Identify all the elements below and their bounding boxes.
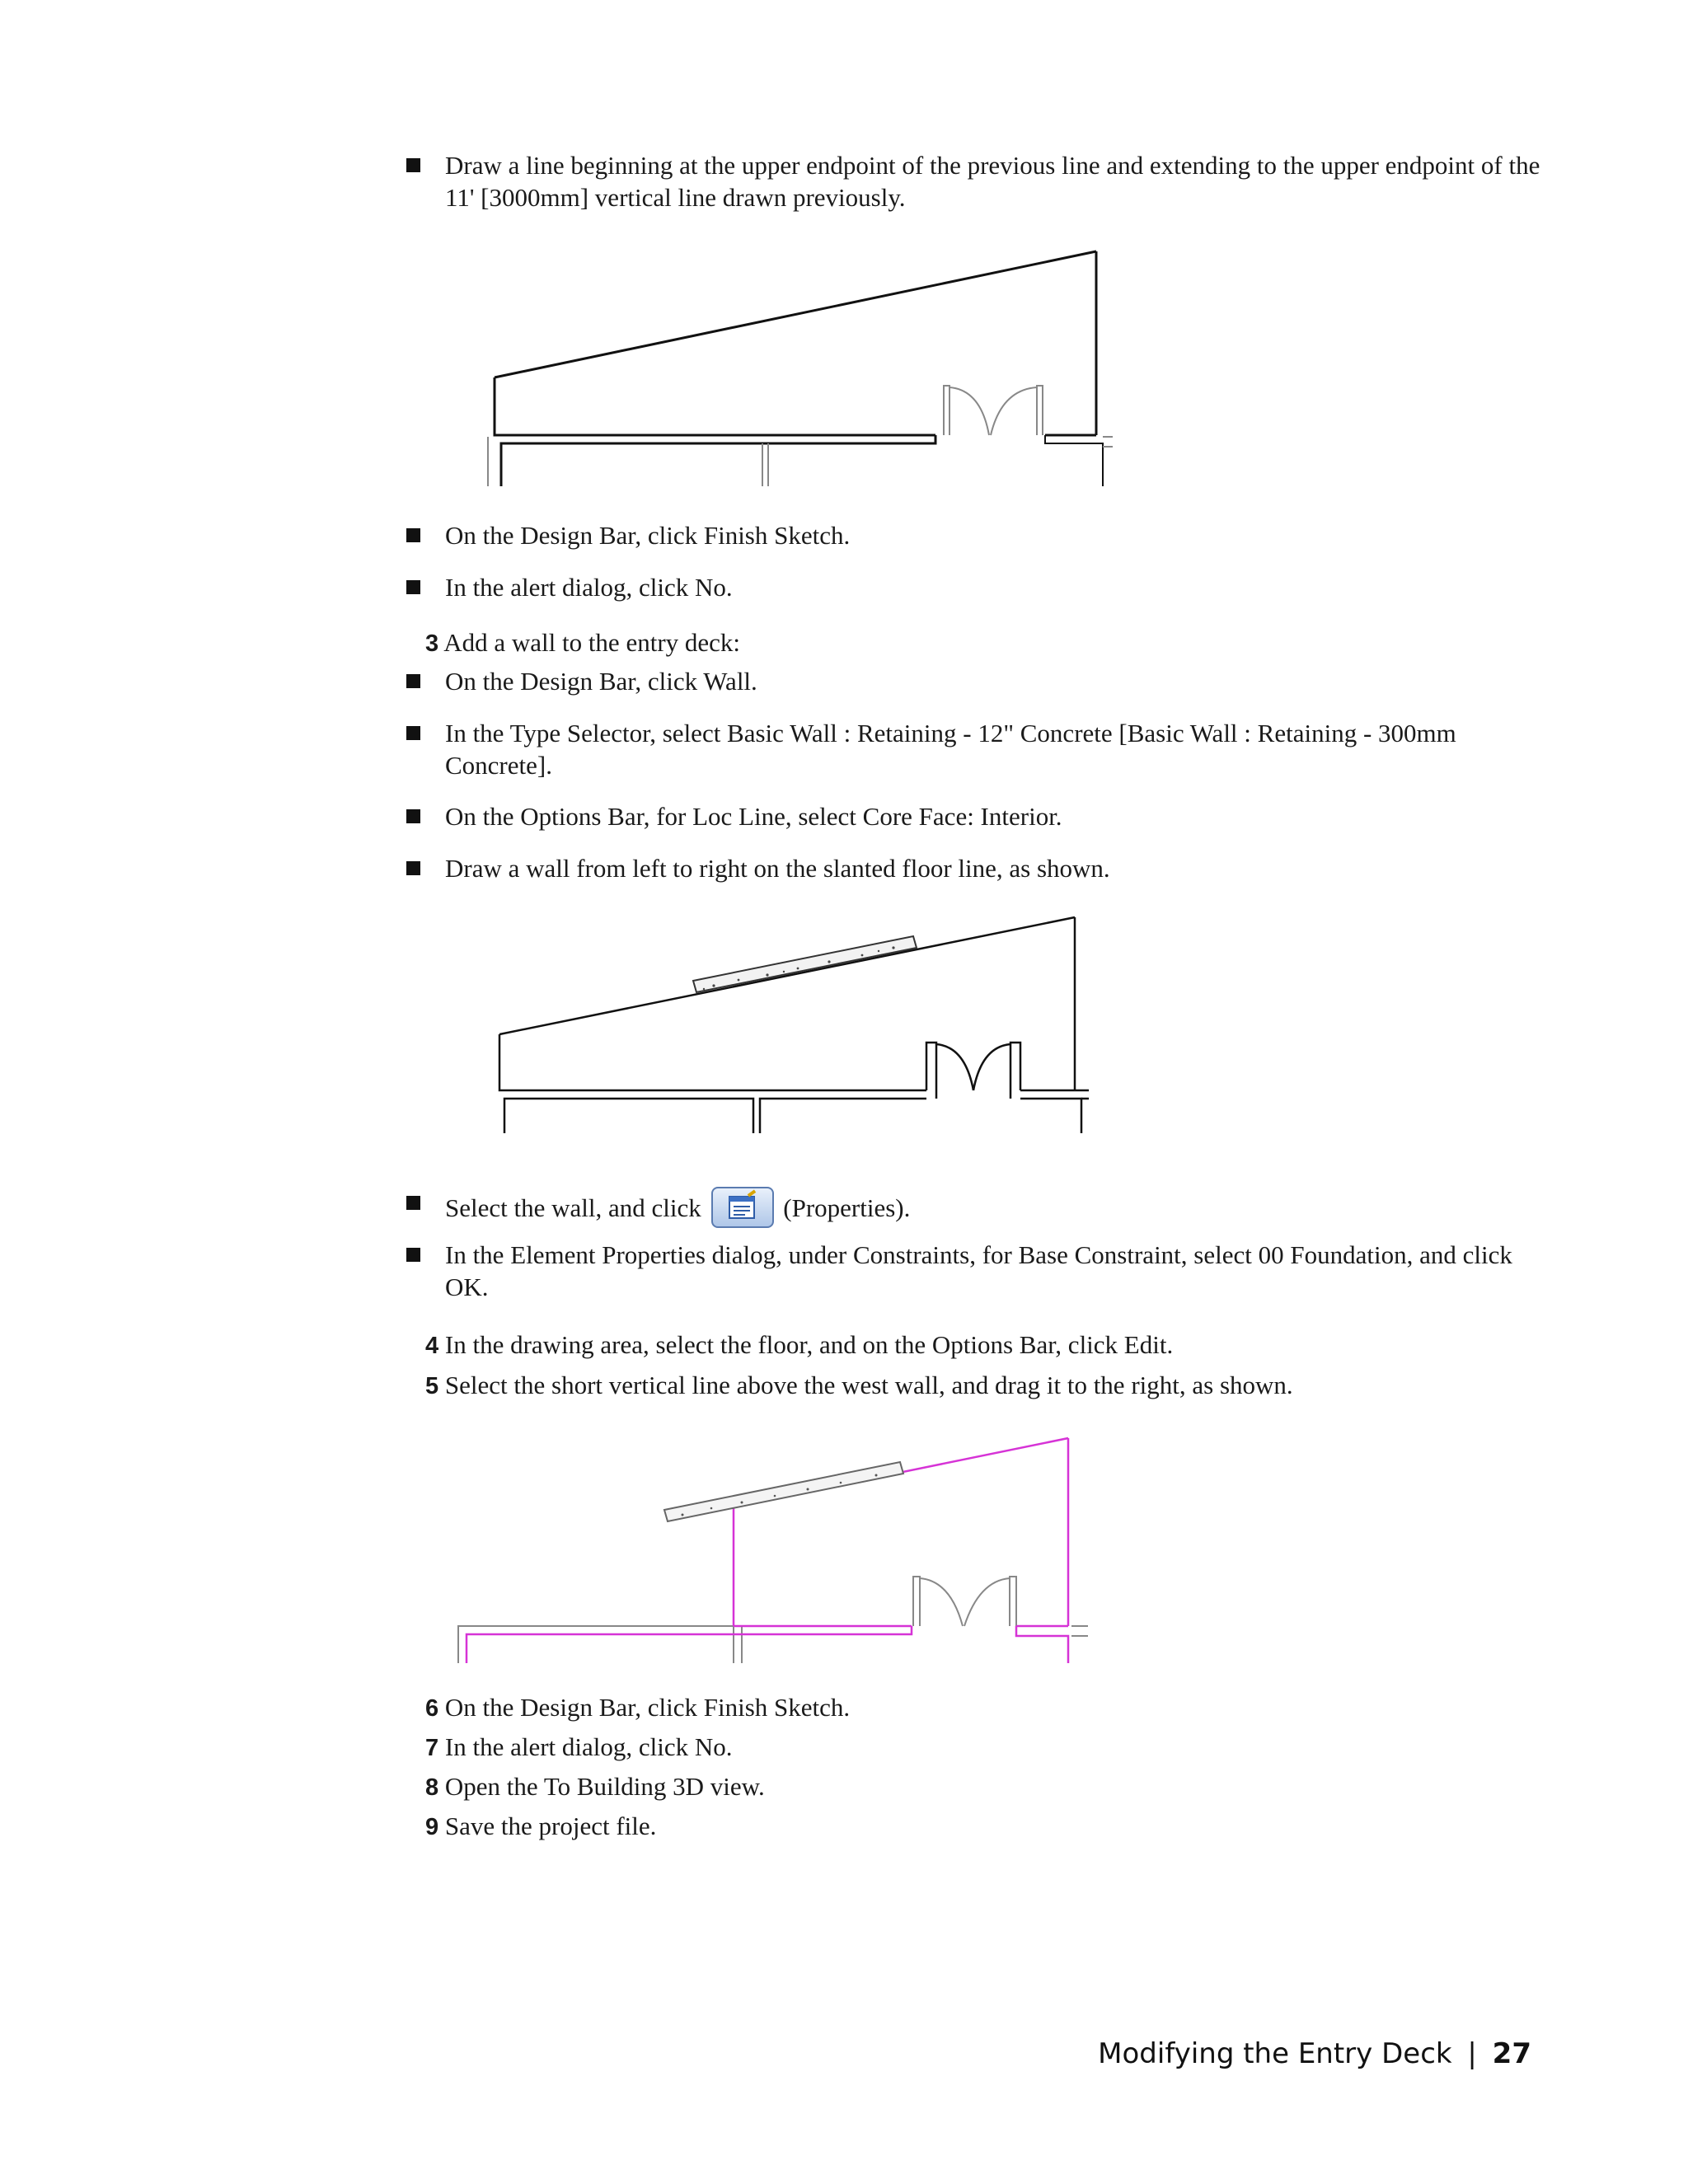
instruction-bullet xyxy=(445,519,1541,551)
sketch-outline xyxy=(495,377,935,435)
step-text: On the Design Bar, click Finish Sketch. xyxy=(444,1693,851,1722)
step-9 xyxy=(425,1810,1563,1844)
bullet-square-icon xyxy=(406,158,420,172)
sketch-outline xyxy=(467,1626,912,1663)
step-number: 9 xyxy=(425,1814,439,1840)
instruction-bullet xyxy=(445,1239,1541,1303)
bullet-text: On the Design Bar, click Wall. xyxy=(445,667,757,696)
retaining-wall xyxy=(693,936,917,992)
figure-edited-sketch xyxy=(452,1432,1095,1667)
step-number: 8 xyxy=(425,1774,439,1801)
step-text: Open the To Building 3D view. xyxy=(444,1772,765,1801)
instruction-bullet xyxy=(445,800,1541,832)
figure-floor-sketch xyxy=(486,246,1113,493)
step-5 xyxy=(425,1369,1563,1403)
bullet-text: In the Type Selector, select Basic Wall : Retaining - 12" Concrete [Basic Wall : Retaining - 300mm Concrete]. xyxy=(445,719,1456,780)
step-number: 3 xyxy=(425,630,439,657)
bullet-square-icon xyxy=(406,674,420,688)
footer-separator: | xyxy=(1467,2037,1477,2070)
bullet-square-icon xyxy=(406,1196,420,1210)
instruction-bullet xyxy=(445,717,1541,781)
properties-icon[interactable] xyxy=(711,1187,774,1228)
bullet-square-icon xyxy=(406,861,420,875)
instruction-bullet xyxy=(445,149,1541,213)
step-text: Add a wall to the entry deck: xyxy=(443,628,741,657)
step-6 xyxy=(425,1691,1563,1725)
bullet-text: On the Design Bar, click Finish Sketch. xyxy=(445,521,851,550)
instruction-bullet xyxy=(445,665,1541,697)
step-text: In the alert dialog, click No. xyxy=(444,1732,733,1761)
figure-wall-on-floor xyxy=(491,911,1101,1137)
slanted-line xyxy=(495,251,1096,377)
bullet-text: On the Options Bar, for Loc Line, select Core Face: Interior. xyxy=(445,802,1062,831)
step-number: 4 xyxy=(425,1333,439,1359)
bullet-square-icon xyxy=(406,726,420,740)
instruction-bullet xyxy=(445,1187,1541,1228)
step-8 xyxy=(425,1770,1563,1804)
step-number: 7 xyxy=(425,1735,439,1761)
step-7 xyxy=(425,1731,1563,1765)
page-footer xyxy=(1098,2037,1531,2070)
bullet-text: (Properties). xyxy=(783,1193,911,1222)
retaining-wall xyxy=(664,1462,903,1521)
bullet-text: In the alert dialog, click No. xyxy=(445,573,733,602)
page-number: 27 xyxy=(1492,2037,1531,2070)
step-number: 5 xyxy=(425,1373,439,1399)
bullet-text: Draw a wall from left to right on the slanted floor line, as shown. xyxy=(445,854,1110,883)
step-text: Select the short vertical line above the west wall, and drag it to the right, as shown. xyxy=(444,1371,1293,1399)
bullet-text: Select the wall, and click xyxy=(445,1193,701,1222)
step-text: Save the project file. xyxy=(444,1811,657,1840)
bullet-square-icon xyxy=(406,580,420,594)
chapter-title: Modifying the Entry Deck xyxy=(1098,2037,1452,2070)
bullet-text: In the Element Properties dialog, under Constraints, for Base Constraint, select 00 Foundation, and click OK. xyxy=(445,1240,1512,1301)
step-number: 6 xyxy=(425,1695,439,1722)
bullet-square-icon xyxy=(406,809,420,823)
bullet-square-icon xyxy=(406,528,420,542)
slanted-line xyxy=(499,917,1075,1034)
step-3 xyxy=(425,626,1563,660)
step-text: In the drawing area, select the floor, and on the Options Bar, click Edit. xyxy=(444,1330,1174,1359)
step-4 xyxy=(425,1329,1563,1362)
instruction-bullet xyxy=(445,852,1541,884)
bullet-square-icon xyxy=(406,1248,420,1262)
instruction-bullet xyxy=(445,571,1541,603)
bullet-text: Draw a line beginning at the upper endpoint of the previous line and extending to the upper endpoint of the 11' [3000mm] vertical line drawn previously. xyxy=(445,151,1540,212)
